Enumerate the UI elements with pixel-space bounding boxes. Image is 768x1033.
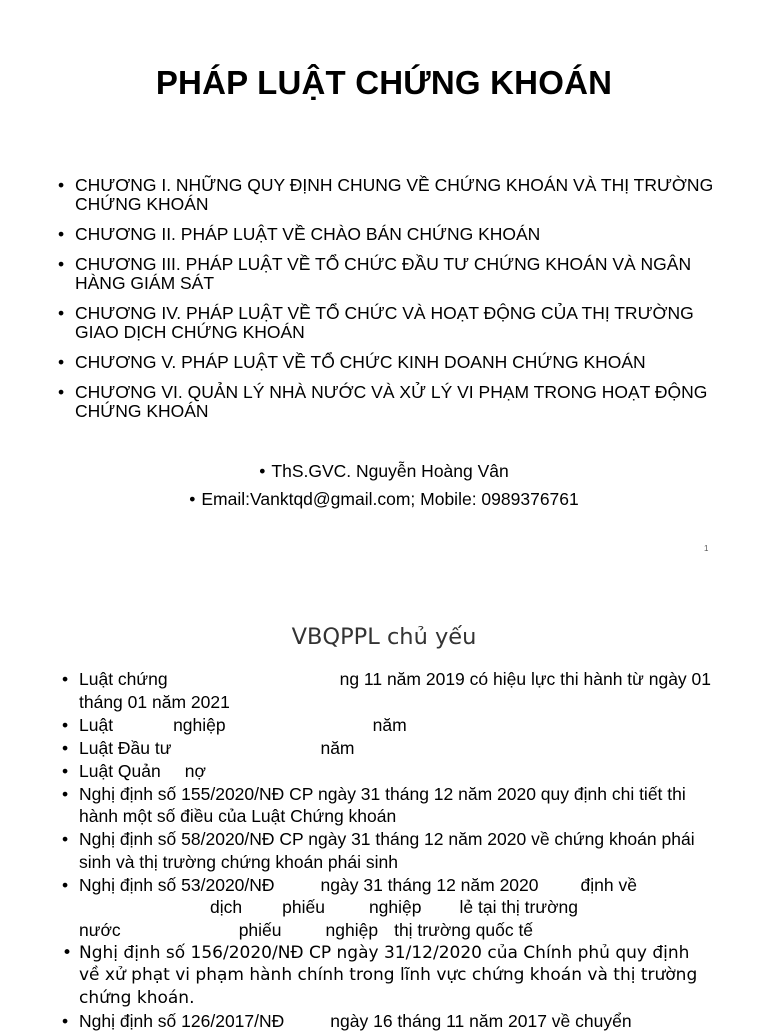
chapter-item: • CHƯƠNG IV. PHÁP LUẬT VỀ TỔ CHỨC VÀ HOẠT ĐỘNG CỦA THỊ TRƯỜNG GIAO DỊCH CHỨNG KHOÁN <box>58 304 718 342</box>
law-text: ngày 31 tháng 12 năm 2020 <box>320 874 539 895</box>
law-text: thị trường quốc tế <box>394 919 534 940</box>
law-item: • Nghị định số 156/2020/NĐ CP ngày 31/12/2020 của Chính phủ quy định về xử phạt vi phạm hành chính trong lĩnh vực chứng khoán và thị trường chứng khoán. <box>62 942 712 1010</box>
law-text: ngày 16 tháng 11 năm 2017 về chuyển <box>330 1010 632 1031</box>
law-text: nghiệp <box>325 919 379 940</box>
chapter-item: • CHƯƠNG I. NHỮNG QUY ĐỊNH CHUNG VỀ CHỨNG KHOÁN VÀ THỊ TRƯỜNG CHỨNG KHOÁN <box>58 176 718 214</box>
page-number: 1 <box>704 544 709 553</box>
slide-2 <box>0 580 768 1031</box>
law-item <box>62 874 712 942</box>
law-item <box>62 737 712 760</box>
chapter-item: • CHƯƠNG VI. QUẢN LÝ NHÀ NƯỚC VÀ XỬ LÝ VI PHẠM TRONG HOẠT ĐỘNG CHỨNG KHOÁN <box>58 383 718 421</box>
law-text: lẻ tại thị trường <box>459 897 579 917</box>
law-text: ng 11 năm 2019 có hiệu lực thi hành từ ngày 01 tháng 01 năm 2021 <box>79 669 712 712</box>
law-text: nghiệp <box>368 897 422 917</box>
chapter-item: • CHƯƠNG III. PHÁP LUẬT VỀ TỔ CHỨC ĐẦU TƯ CHỨNG KHOÁN VÀ NGÂN HÀNG GIÁM SÁT <box>58 255 718 293</box>
law-text: định về <box>580 874 637 895</box>
law-text: dịch <box>210 897 243 917</box>
law-text: phiếu <box>238 919 282 940</box>
author-line: • ThS.GVC. Nguyễn Hoàng Vân <box>259 461 509 481</box>
slide-title: PHÁP LUẬT CHỨNG KHOÁN <box>155 64 613 101</box>
law-text: nợ <box>184 760 206 781</box>
law-text: Nghị định số 53/2020/NĐ <box>79 874 275 895</box>
law-text: nước <box>79 919 121 940</box>
law-text: Luật Đầu tư <box>79 737 172 758</box>
author-name: ThS.GVC. Nguyễn Hoàng Vân <box>271 461 509 481</box>
law-item <box>62 1010 712 1033</box>
chapter-list <box>58 176 718 432</box>
law-text: năm <box>372 714 407 735</box>
law-item <box>62 714 712 737</box>
author-contact: Email:Vanktqd@gmail.com; Mobile: 0989376761 <box>201 489 579 509</box>
law-text: Nghị định số 126/2017/NĐ <box>79 1010 285 1031</box>
law-item <box>62 760 712 783</box>
contact-line: • Email:Vanktqd@gmail.com; Mobile: 0989376761 <box>189 489 579 509</box>
law-item: • Nghị định số 58/2020/NĐ CP ngày 31 tháng 12 năm 2020 về chứng khoán phái sinh và thị trường chứng khoán phái sinh <box>62 828 712 873</box>
law-text: Luật chứng <box>79 669 168 689</box>
law-text: Luật <box>79 714 114 735</box>
slide-subtitle: VBQPPL chủ yếu <box>291 624 477 650</box>
law-text: năm <box>320 737 355 758</box>
law-list <box>62 668 712 1033</box>
chapter-item: • CHƯƠNG V. PHÁP LUẬT VỀ TỔ CHỨC KINH DOANH CHỨNG KHOÁN <box>58 353 718 372</box>
law-text: phiếu <box>282 897 325 917</box>
law-text: nghiệp <box>173 714 226 735</box>
law-item: • Nghị định số 155/2020/NĐ CP ngày 31 tháng 12 năm 2020 quy định chi tiết thi hành một số điều của Luật Chứng khoán <box>62 783 712 828</box>
law-text: Luật Quản <box>79 760 161 781</box>
chapter-item: • CHƯƠNG II. PHÁP LUẬT VỀ CHÀO BÁN CHỨNG KHOÁN <box>58 225 718 244</box>
law-item <box>62 668 712 713</box>
